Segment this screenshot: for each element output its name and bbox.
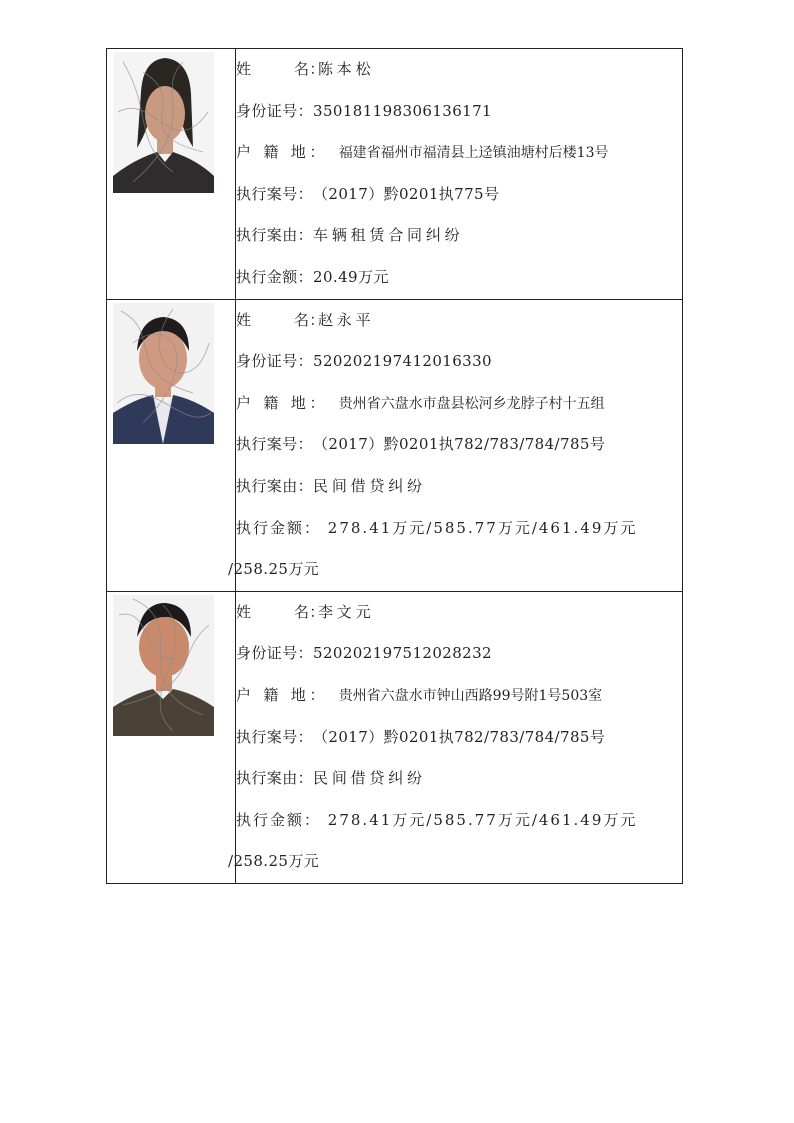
info-cell bbox=[228, 591, 683, 883]
household-address: 贵州省六盘水市盘县松河乡龙脖子村十五组 bbox=[338, 395, 605, 412]
household-line bbox=[236, 132, 682, 174]
portrait-photo bbox=[113, 595, 214, 736]
case-reason-label: 执行案由： bbox=[236, 226, 314, 245]
photo-cell bbox=[107, 591, 236, 883]
case-number-line bbox=[236, 174, 682, 216]
name-line bbox=[236, 592, 682, 634]
id-number: 520202197512028232 bbox=[313, 644, 492, 663]
person-name: 李文元 bbox=[318, 602, 375, 621]
household-label: 户 籍 地： bbox=[236, 143, 329, 162]
case-reason: 民间借贷纠纷 bbox=[313, 769, 426, 788]
photo-cell bbox=[107, 299, 236, 591]
amount-value-continued: /258.25万元 bbox=[228, 852, 320, 871]
id-label: 身份证号： bbox=[236, 644, 314, 663]
amount-value: 278.41万元/585.77万元/461.49万元 bbox=[327, 810, 638, 829]
name-label-second: 名： bbox=[294, 60, 325, 78]
name-label-first: 姓 bbox=[236, 310, 252, 329]
case-number: （2017）黔0201执782/783/784/785号 bbox=[313, 727, 606, 746]
name-label-second: 名： bbox=[294, 602, 325, 621]
id-line bbox=[236, 341, 682, 383]
amount-line bbox=[236, 800, 682, 842]
household-label: 户 籍 地： bbox=[236, 685, 329, 704]
case-reason-line bbox=[236, 466, 682, 508]
case-number: （2017）黔0201执782/783/784/785号 bbox=[313, 435, 606, 454]
amount-value: 278.41万元/585.77万元/461.49万元 bbox=[327, 518, 638, 537]
case-reason: 民间借贷纠纷 bbox=[313, 476, 426, 495]
case-reason-line bbox=[236, 758, 682, 800]
name-line bbox=[236, 300, 682, 342]
id-number: 520202197412016330 bbox=[313, 352, 492, 371]
id-label: 身份证号： bbox=[236, 352, 314, 371]
case-number-line bbox=[236, 717, 682, 759]
amount-line bbox=[236, 257, 682, 299]
amount-value-continued: /258.25万元 bbox=[228, 560, 320, 579]
case-number-label: 执行案号： bbox=[236, 435, 314, 454]
portrait-photo bbox=[113, 52, 214, 193]
photo-cell bbox=[107, 49, 236, 300]
amount-label: 执行金额： bbox=[236, 810, 322, 829]
amount-value: 20.49万元 bbox=[313, 267, 389, 286]
household-address: 福建省福州市福清县上迳镇油塘村后楼13号 bbox=[338, 145, 609, 162]
case-number: （2017）黔0201执775号 bbox=[313, 184, 500, 203]
household-line bbox=[236, 383, 682, 425]
portrait-photo bbox=[113, 303, 214, 444]
name-label-first: 姓 bbox=[236, 602, 252, 621]
amount-label: 执行金额： bbox=[236, 518, 322, 537]
id-label: 身份证号： bbox=[236, 101, 314, 120]
amount-continuation-line bbox=[228, 841, 682, 883]
record-row bbox=[107, 591, 683, 883]
id-line bbox=[236, 633, 682, 675]
info-cell bbox=[236, 49, 683, 300]
case-reason: 车辆租赁合同纠纷 bbox=[313, 226, 464, 245]
info-cell bbox=[228, 299, 683, 591]
household-label: 户 籍 地： bbox=[236, 393, 329, 412]
name-line bbox=[236, 49, 682, 91]
case-number-label: 执行案号： bbox=[236, 184, 314, 203]
case-number-label: 执行案号： bbox=[236, 727, 314, 746]
name-label-first: 姓 bbox=[236, 60, 252, 78]
amount-line bbox=[236, 508, 682, 550]
case-number-line bbox=[236, 424, 682, 466]
case-reason-label: 执行案由： bbox=[236, 476, 314, 495]
person-name: 赵永平 bbox=[318, 310, 375, 329]
household-address: 贵州省六盘水市钟山西路99号附1号503室 bbox=[338, 687, 603, 704]
id-number: 350181198306136171 bbox=[313, 101, 492, 120]
id-line bbox=[236, 91, 682, 133]
case-reason-line bbox=[236, 215, 682, 257]
household-line bbox=[236, 675, 682, 717]
case-reason-label: 执行案由： bbox=[236, 769, 314, 788]
name-label-second: 名： bbox=[294, 310, 325, 329]
amount-label: 执行金额： bbox=[236, 267, 314, 286]
amount-continuation-line bbox=[228, 549, 682, 591]
record-row bbox=[107, 49, 683, 300]
enforcement-record-table bbox=[106, 48, 683, 884]
person-name: 陈本松 bbox=[318, 60, 375, 78]
record-row bbox=[107, 299, 683, 591]
